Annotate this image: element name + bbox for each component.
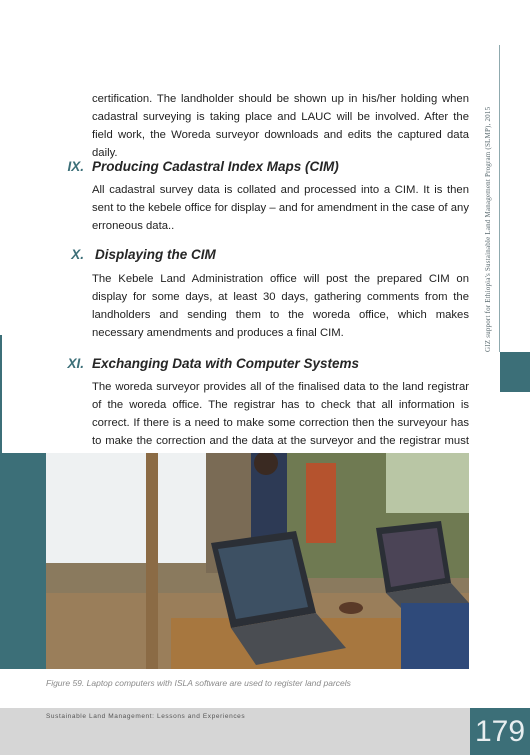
- section-number: XI.: [67, 356, 84, 371]
- page-number: 179: [474, 715, 526, 748]
- section-number: X.: [71, 247, 84, 262]
- section-heading-xi: [67, 356, 360, 371]
- side-tab-accent: [500, 352, 530, 392]
- figure-caption: Figure 59. Laptop computers with ISLA software are used to register land parcels: [46, 678, 351, 688]
- laptop-photo-illustration: [46, 453, 469, 669]
- side-running-header: GIZ support for Ethiopia's Sustainable Land Management Program (SLMP), 2015: [484, 106, 492, 352]
- section-body-x: The Kebele Land Administration office will post the prepared CIM on display for some days, at least 30 days, gathering comments from the landholders and sending them to the woreda office, which makes necessary amendments and produces a final CIM.: [92, 273, 469, 339]
- section-title: Displaying the CIM: [95, 247, 216, 262]
- section-heading-ix: [67, 159, 339, 174]
- section-body-ix: All cadastral survey data is collated and processed into a CIM. It is then sent to the kebele office for display – and for amendment in the case of any erroneous data..: [92, 184, 469, 232]
- section-heading-x: [71, 247, 216, 262]
- left-accent-bar-top: [0, 335, 2, 453]
- left-accent-bar-bottom: [0, 453, 46, 669]
- intro-paragraph: certification. The landholder should be shown up in his/her holding when cadastral surveying is taking place and LAUC will be involved. After the field work, the Woreda surveyor downloads and edits the captured data daily.: [92, 93, 469, 159]
- figure-photo: [46, 453, 469, 669]
- section-title: Exchanging Data with Computer Systems: [92, 356, 360, 371]
- section-body-xi: The woreda surveyor provides all of the finalised data to the land registrar of the woreda office. The registrar has to check that all information is correct. If there is a need to make some correction then the surveyour has to make the correction and the data at the surveyor and the registrar must: [92, 381, 469, 447]
- footer-running-title: Sustainable Land Management: Lessons and Experiences: [46, 713, 246, 720]
- section-title: Producing Cadastral Index Maps (CIM): [92, 159, 339, 174]
- section-number: IX.: [67, 159, 84, 174]
- side-divider-line: [499, 45, 500, 352]
